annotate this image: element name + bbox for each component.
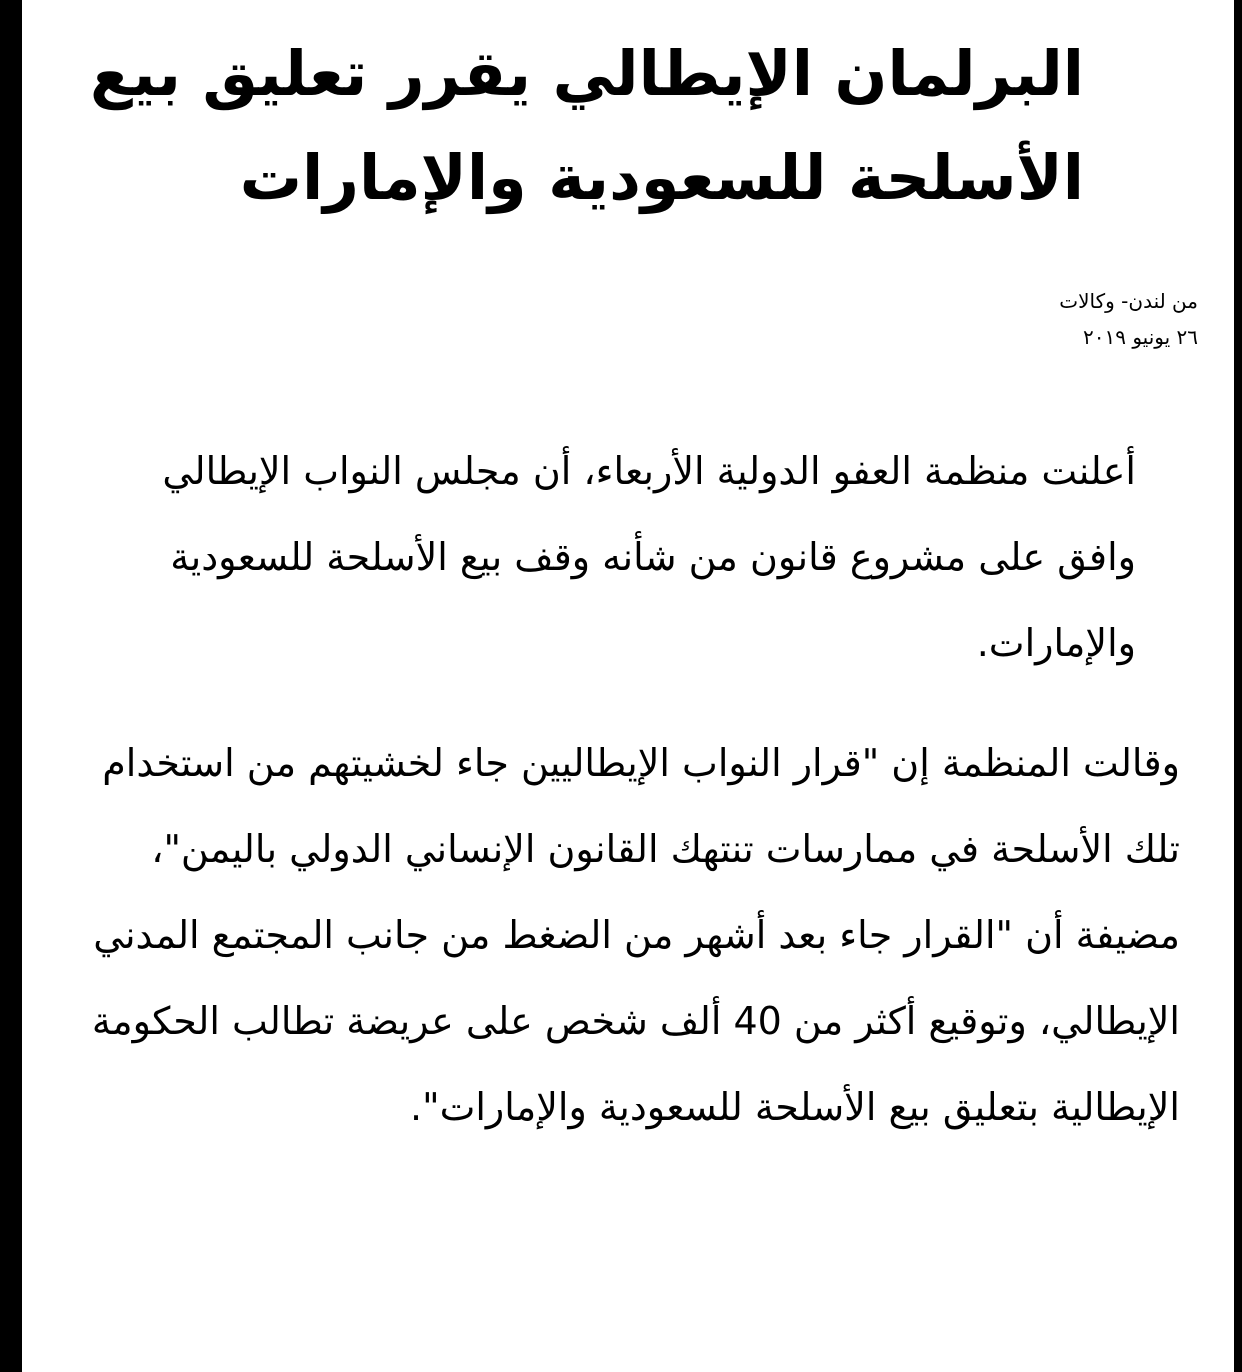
article-headline: البرلمان الإيطالي يقرر تعليق بيع الأسلحة للسعودية والإمارات <box>89 37 1084 214</box>
article-page <box>22 0 1234 1372</box>
article-meta <box>698 283 1198 355</box>
article-paragraph: أعلنت منظمة العفو الدولية الأربعاء، أن مجلس النواب الإيطالي وافق على مشروع قانون من شأنه وقف بيع الأسلحة للسعودية والإمارات. <box>162 449 1136 665</box>
article-paragraph: وقالت المنظمة إن "قرار النواب الإيطاليين جاء لخشيتهم من استخدام تلك الأسلحة في ممارسات تنتهك القانون الإنساني الدولي باليمن"، مضيفة أن "القرار جاء بعد أشهر من الضغط من جانب المجتمع المدني الإيطالي، وتوقيع أكثر من 40 ألف شخص على عريضة تطالب الحكومة الإيطالية بتعليق بيع الأسلحة للسعودية والإمارات". <box>91 741 1180 1129</box>
article-byline: من لندن- وكالات <box>1059 289 1198 313</box>
article-date: ٢٦ يونيو ٢٠١٩ <box>1083 325 1198 349</box>
